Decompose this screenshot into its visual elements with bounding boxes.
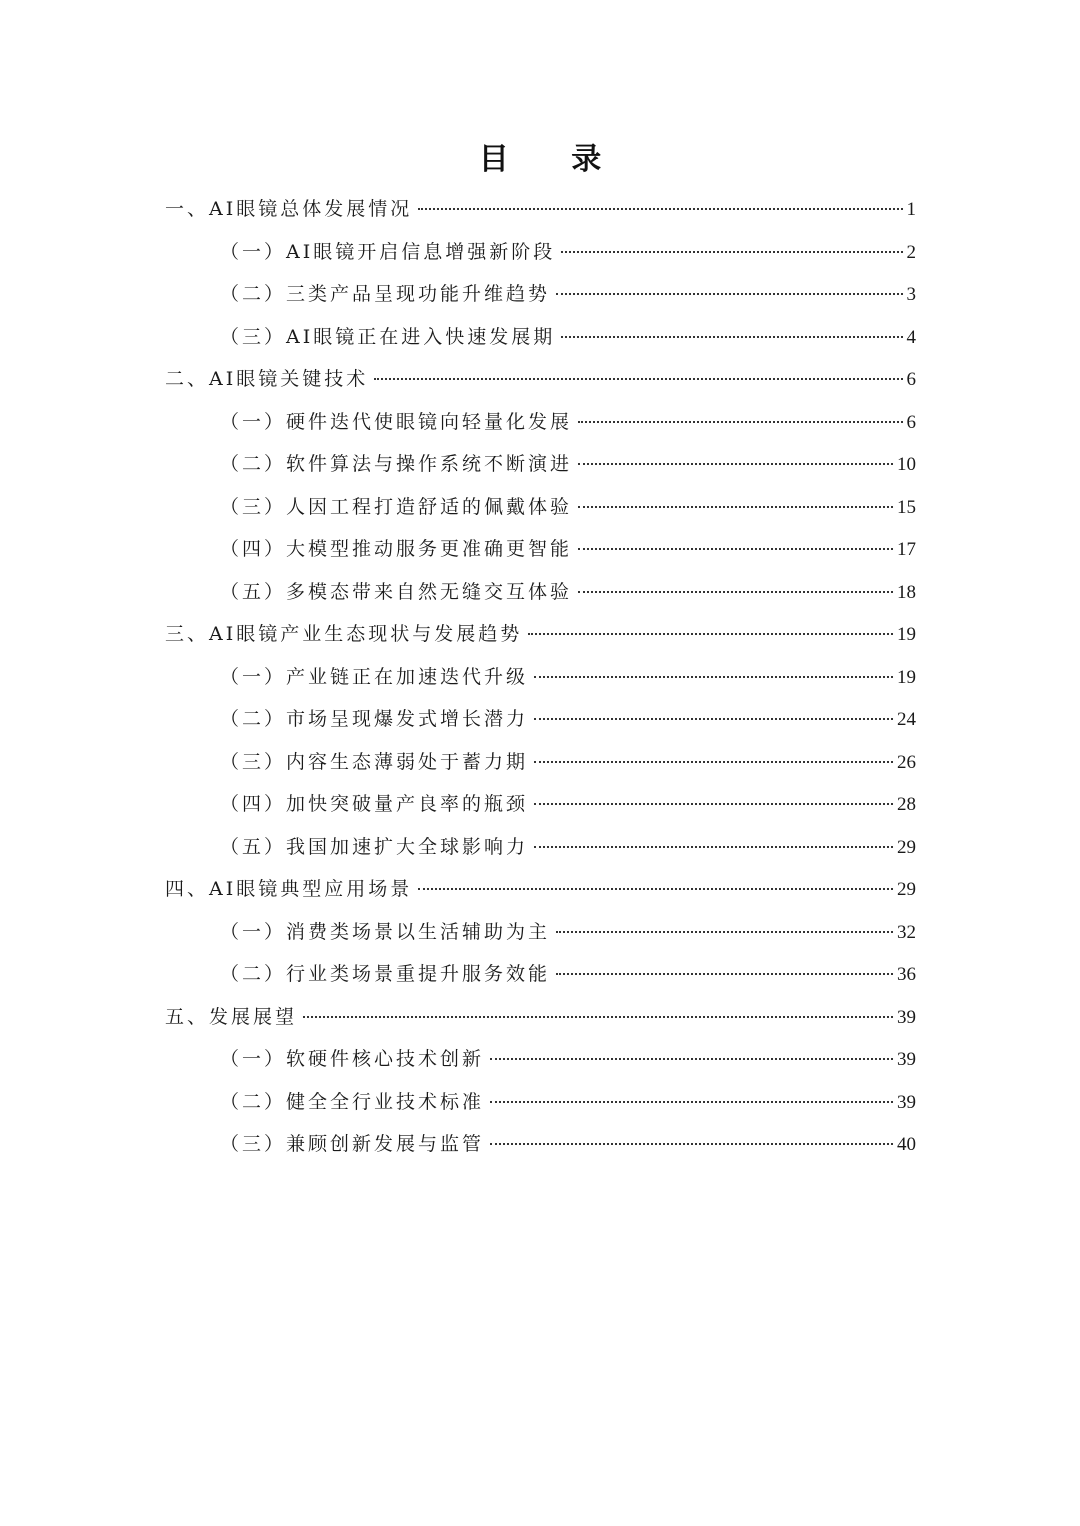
toc-page-number: 2	[906, 241, 916, 263]
toc-section-entry[interactable]	[0, 571, 1080, 614]
toc-title: 目 录	[478, 142, 628, 177]
dot-leader	[528, 633, 893, 635]
toc-chapter-entry[interactable]	[0, 996, 1080, 1039]
toc-entry-title: （三）人因工程打造舒适的佩戴体验	[220, 495, 573, 518]
toc-chapter-entry[interactable]	[0, 868, 1080, 911]
toc-section-entry[interactable]	[0, 911, 1080, 954]
toc-page-number: 39	[897, 1049, 916, 1070]
toc-page-number: 15	[897, 496, 916, 518]
toc-page-number: 19	[897, 624, 916, 645]
toc-chapter-entry[interactable]	[0, 358, 1080, 401]
toc-section-entry[interactable]	[0, 528, 1080, 571]
toc-section-entry[interactable]	[0, 231, 1080, 274]
toc-section-entry[interactable]	[0, 953, 1080, 996]
dot-leader	[303, 1016, 893, 1018]
toc-entry-title: （二）软件算法与操作系统不断演进	[220, 453, 573, 475]
dot-leader	[418, 888, 893, 890]
toc-page-number: 29	[897, 836, 916, 858]
dot-leader	[534, 676, 893, 678]
dot-leader	[418, 208, 902, 210]
toc-page-number: 24	[897, 709, 916, 730]
toc-entry-title: （一）消费类场景以生活辅助为主	[220, 920, 551, 943]
toc-page-number: 39	[897, 1091, 916, 1113]
toc-page-number: 18	[897, 581, 916, 603]
dot-leader	[374, 378, 902, 380]
toc-entry-title: （二）健全全行业技术标准	[220, 1090, 485, 1113]
toc-section-entry[interactable]	[0, 826, 1080, 869]
toc-entry-title: （一）软硬件核心技术创新	[220, 1048, 485, 1070]
toc-entry-title: 四、AI眼镜典型应用场景	[165, 878, 413, 900]
toc-section-entry[interactable]	[0, 273, 1080, 316]
toc-entry-title: （三）兼顾创新发展与监管	[220, 1133, 485, 1155]
toc-page-number: 36	[897, 964, 916, 985]
dot-leader	[534, 718, 893, 720]
dot-leader	[556, 931, 893, 933]
toc-section-entry[interactable]	[0, 443, 1080, 486]
dot-leader	[578, 506, 893, 508]
toc-chapter-entry[interactable]	[0, 188, 1080, 231]
toc-section-entry[interactable]	[0, 401, 1080, 444]
toc-page-number: 32	[897, 921, 916, 943]
toc-entry-title: 五、发展展望	[165, 1005, 298, 1028]
toc-entry-title: （一）AI眼镜开启信息增强新阶段	[220, 240, 556, 263]
toc-page-number: 6	[906, 411, 916, 433]
toc-entry-title: （二）市场呈现爆发式增长潜力	[220, 708, 529, 730]
toc-section-entry[interactable]	[0, 656, 1080, 699]
toc-section-entry[interactable]	[0, 316, 1080, 359]
toc-page-number: 39	[897, 1006, 916, 1028]
toc-page-number: 1	[906, 199, 916, 220]
dot-leader	[561, 336, 902, 338]
toc-page-number: 6	[906, 369, 916, 390]
toc-page-number: 40	[897, 1134, 916, 1155]
dot-leader	[490, 1101, 893, 1103]
dot-leader	[490, 1058, 893, 1060]
toc-page-number: 26	[897, 751, 916, 773]
dot-leader	[556, 293, 902, 295]
dot-leader	[490, 1143, 893, 1145]
dot-leader	[534, 803, 893, 805]
toc-entry-title: （一）产业链正在加速迭代升级	[220, 665, 529, 688]
toc-section-entry[interactable]	[0, 698, 1080, 741]
dot-leader	[578, 463, 893, 465]
toc-entry-title: （三）AI眼镜正在进入快速发展期	[220, 325, 556, 348]
toc-entry-title: （一）硬件迭代使眼镜向轻量化发展	[220, 410, 573, 433]
toc-entry-title: （五）我国加速扩大全球影响力	[220, 835, 529, 858]
toc-entry-title: （四）加快突破量产良率的瓶颈	[220, 793, 529, 815]
dot-leader	[556, 973, 893, 975]
toc-page-number: 19	[897, 666, 916, 688]
toc-section-entry[interactable]	[0, 1081, 1080, 1124]
toc-entry-title: （五）多模态带来自然无缝交互体验	[220, 580, 573, 603]
toc-page-number: 10	[897, 454, 916, 475]
toc-section-entry[interactable]	[0, 741, 1080, 784]
toc-page-number: 29	[897, 879, 916, 900]
toc-entry-title: （二）三类产品呈现功能升维趋势	[220, 283, 551, 305]
dot-leader	[578, 548, 893, 550]
toc-entry-title: 一、AI眼镜总体发展情况	[165, 198, 413, 220]
toc-section-entry[interactable]	[0, 486, 1080, 529]
toc-section-entry[interactable]	[0, 1038, 1080, 1081]
dot-leader	[578, 591, 893, 593]
toc-page-number: 28	[897, 794, 916, 815]
toc-page-number: 17	[897, 539, 916, 560]
toc-entry-title: 二、AI眼镜关键技术	[165, 368, 369, 390]
toc-list	[0, 188, 1080, 1166]
toc-entry-title: （四）大模型推动服务更准确更智能	[220, 538, 573, 560]
toc-section-entry[interactable]	[0, 1123, 1080, 1166]
dot-leader	[578, 421, 902, 423]
toc-section-entry[interactable]	[0, 783, 1080, 826]
toc-page-number: 3	[906, 284, 916, 305]
toc-entry-title: （三）内容生态薄弱处于蓄力期	[220, 750, 529, 773]
dot-leader	[534, 761, 893, 763]
dot-leader	[561, 251, 902, 253]
dot-leader	[534, 846, 893, 848]
toc-page-number: 4	[906, 326, 916, 348]
toc-chapter-entry[interactable]	[0, 613, 1080, 656]
toc-entry-title: （二）行业类场景重提升服务效能	[220, 963, 551, 985]
toc-entry-title: 三、AI眼镜产业生态现状与发展趋势	[165, 623, 523, 645]
